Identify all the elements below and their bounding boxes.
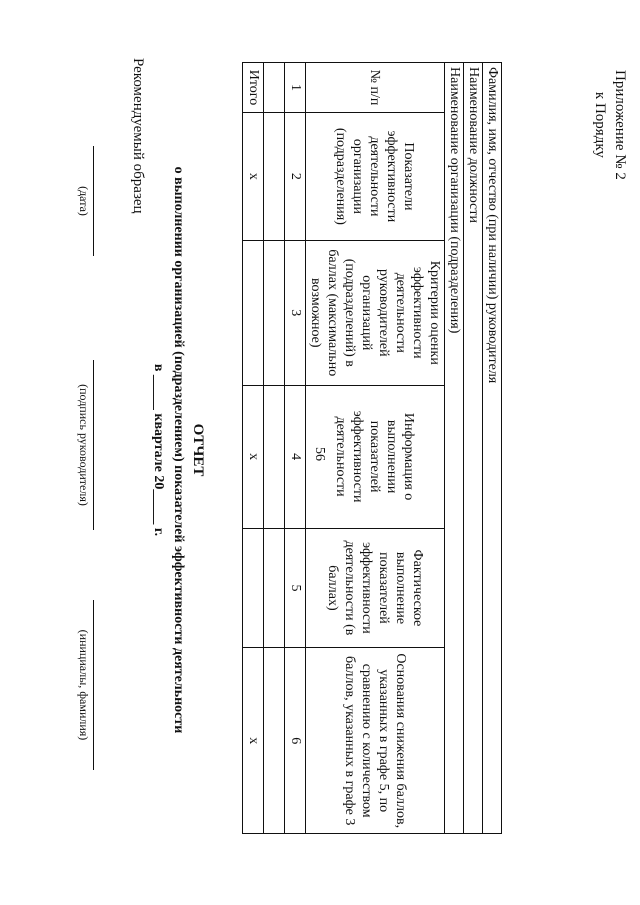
table-cell <box>264 240 285 385</box>
header-cell-information: Информация о выполнении показателей эффективности деятельности <box>306 385 445 528</box>
info-row-organization <box>445 63 464 834</box>
table-cell <box>264 63 285 113</box>
report-title <box>148 140 208 760</box>
signature-head-label: (подпись руководителя) <box>76 360 94 530</box>
info-cell: Фамилия, имя, отчество (при наличии) руководителя <box>483 63 502 834</box>
total-cell: x <box>243 112 264 240</box>
signature-head <box>76 360 94 530</box>
total-cell <box>243 240 264 385</box>
column-number-cell: 6 <box>285 648 306 834</box>
header-cell-reasons: Основания снижения баллов, указанных в графе 5, по сравнению с количеством баллов, указанных в графе 3 <box>306 648 445 834</box>
column-number-row <box>285 63 306 834</box>
signature-date <box>76 146 94 256</box>
empty-row <box>264 63 285 834</box>
header-cell-number: № п/п <box>306 63 445 113</box>
total-cell <box>243 528 264 648</box>
signature-initials-label: (инициалы, фамилия) <box>76 600 94 770</box>
total-row <box>243 63 264 834</box>
info-cell: Наименование организации (подразделения) <box>445 63 464 834</box>
info-row-position <box>464 63 483 834</box>
report-table <box>242 62 502 834</box>
signature-date-label: (дата) <box>76 146 94 256</box>
table-cell <box>264 648 285 834</box>
column-number-cell: 5 <box>285 528 306 648</box>
table-cell <box>264 385 285 528</box>
total-cell: x <box>243 385 264 528</box>
signature-initials <box>76 600 94 770</box>
header-row <box>306 63 445 834</box>
table-cell <box>264 112 285 240</box>
header-cell-criteria: Критерии оценки эффективности деятельности руководителей организаций (подразделений) в баллах (максимально возможное) <box>306 240 445 385</box>
header-cell-actual: Фактическое выполнение показателей эффективности деятельности (в баллах) <box>306 528 445 648</box>
page-number: 56 <box>312 447 327 461</box>
column-number-cell: 2 <box>285 112 306 240</box>
report-title-main: ОТЧЕТ <box>190 423 206 477</box>
info-row-fio <box>483 63 502 834</box>
column-number-cell: 3 <box>285 240 306 385</box>
column-number-cell: 4 <box>285 385 306 528</box>
total-label: Итого <box>243 63 264 113</box>
appendix-line2: к Порядку <box>592 91 608 158</box>
info-cell: Наименование должности <box>464 63 483 834</box>
report-title-subtitle: о выполнении организацией (подразделением) показателей эффективности деятельности <box>171 166 186 734</box>
appendix-line1: Приложение № 2 <box>612 70 628 180</box>
appendix-block <box>590 70 630 180</box>
recommended-label: Рекомендуемый образец <box>130 58 146 214</box>
table-cell <box>264 528 285 648</box>
total-cell: x <box>243 648 264 834</box>
report-title-period: в _____ квартале 20_____ г. <box>151 363 166 537</box>
header-cell-indicators: Показатели эффективности деятельности организации (подразделения) <box>306 112 445 240</box>
column-number-cell: 1 <box>285 63 306 113</box>
